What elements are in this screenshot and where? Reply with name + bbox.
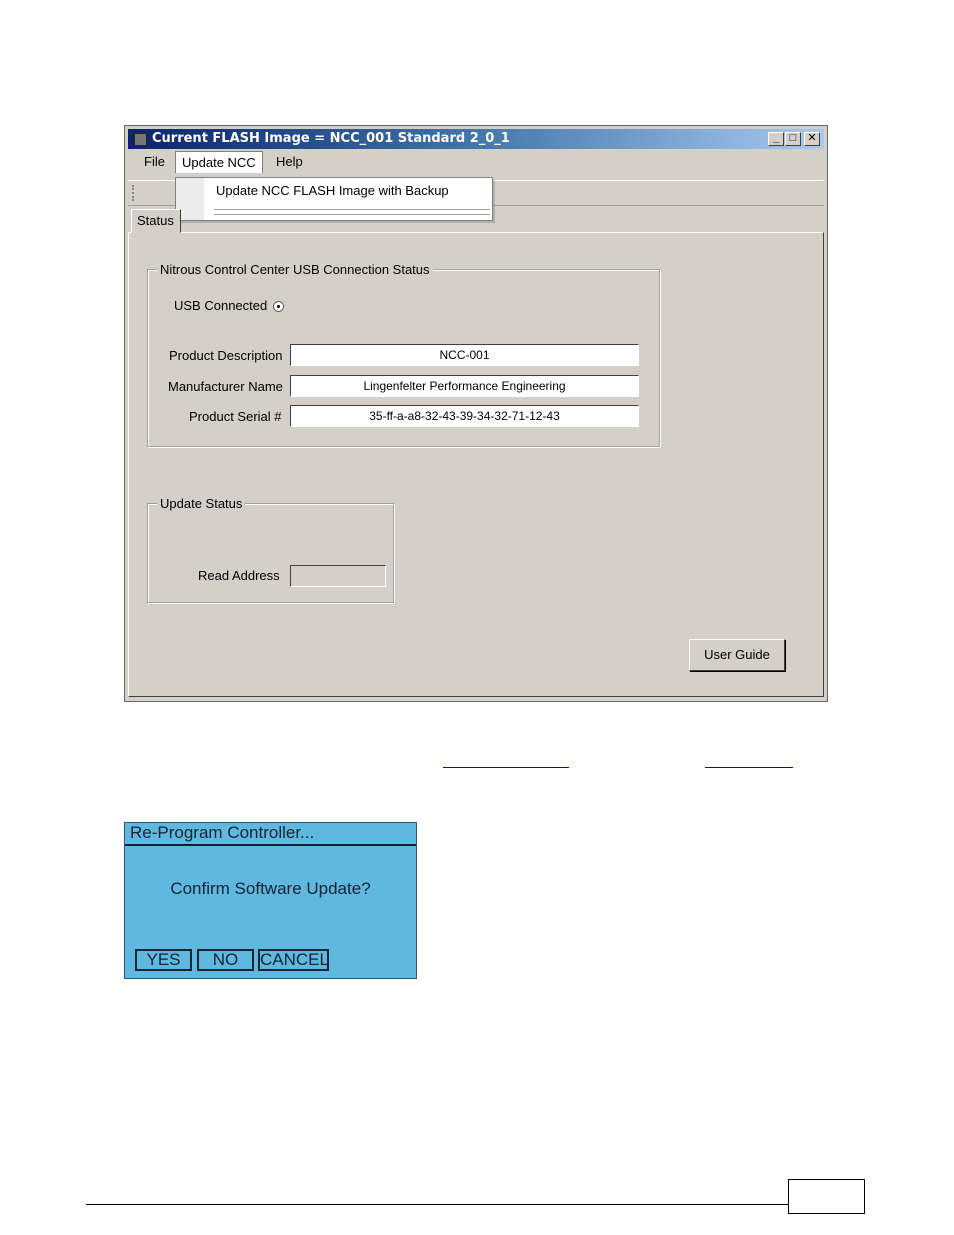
close-button[interactable]: ✕ [804, 132, 820, 146]
title-bar[interactable] [128, 129, 824, 149]
manufacturer-name-label: Manufacturer Name [168, 379, 283, 394]
main-window [124, 125, 828, 702]
hyperlink-underline[interactable] [443, 767, 569, 768]
window-title: Current FLASH Image = NCC_001 Standard 2_0_1 [152, 131, 510, 146]
lcd-no-button[interactable]: NO [197, 949, 254, 971]
dropdown-separator [214, 209, 490, 210]
usb-status-group-title: Nitrous Control Center USB Connection Status [157, 263, 433, 277]
menu-help[interactable]: Help [276, 154, 303, 169]
status-panel [128, 232, 824, 697]
update-status-group [147, 503, 394, 603]
hyperlink-underline[interactable] [705, 767, 793, 768]
menu-bar [128, 151, 824, 171]
dropdown-separator [214, 214, 490, 215]
update-ncc-dropdown [175, 177, 493, 221]
product-description-field[interactable]: NCC-001 [290, 344, 639, 366]
lcd-cancel-button[interactable]: CANCEL [260, 950, 329, 969]
toolbar-grip[interactable] [132, 185, 136, 201]
menu-update-ncc[interactable]: Update NCC [175, 151, 263, 173]
page-number-box [788, 1179, 865, 1214]
read-address-field[interactable] [290, 565, 386, 587]
minimize-button[interactable]: _ [768, 132, 784, 146]
maximize-button[interactable]: □ [785, 132, 801, 146]
product-description-label: Product Description [169, 348, 283, 363]
lcd-divider [125, 844, 416, 846]
usb-connected-label: USB Connected [174, 298, 268, 313]
radio-dot-icon [277, 305, 280, 308]
tab-status[interactable]: Status [131, 209, 181, 233]
footer-rule [86, 1204, 788, 1205]
lcd-yes-button[interactable]: YES [135, 949, 192, 971]
usb-connected-radio[interactable] [273, 301, 284, 312]
menu-item-update-flash-backup[interactable]: Update NCC FLASH Image with Backup [216, 183, 449, 198]
user-guide-button[interactable]: User Guide [689, 639, 785, 671]
product-serial-label: Product Serial # [189, 409, 282, 424]
lcd-reprogram-dialog [124, 822, 417, 979]
read-address-label: Read Address [198, 568, 280, 583]
menu-file[interactable]: File [144, 154, 165, 169]
product-serial-field[interactable]: 35-ff-a-a8-32-43-39-34-32-71-12-43 [290, 405, 639, 427]
update-status-group-title: Update Status [157, 497, 245, 511]
lcd-title: Re-Program Controller... [130, 823, 315, 842]
lcd-message: Confirm Software Update? [170, 879, 371, 898]
manufacturer-name-field[interactable]: Lingenfelter Performance Engineering [290, 375, 639, 397]
app-icon [134, 133, 147, 146]
